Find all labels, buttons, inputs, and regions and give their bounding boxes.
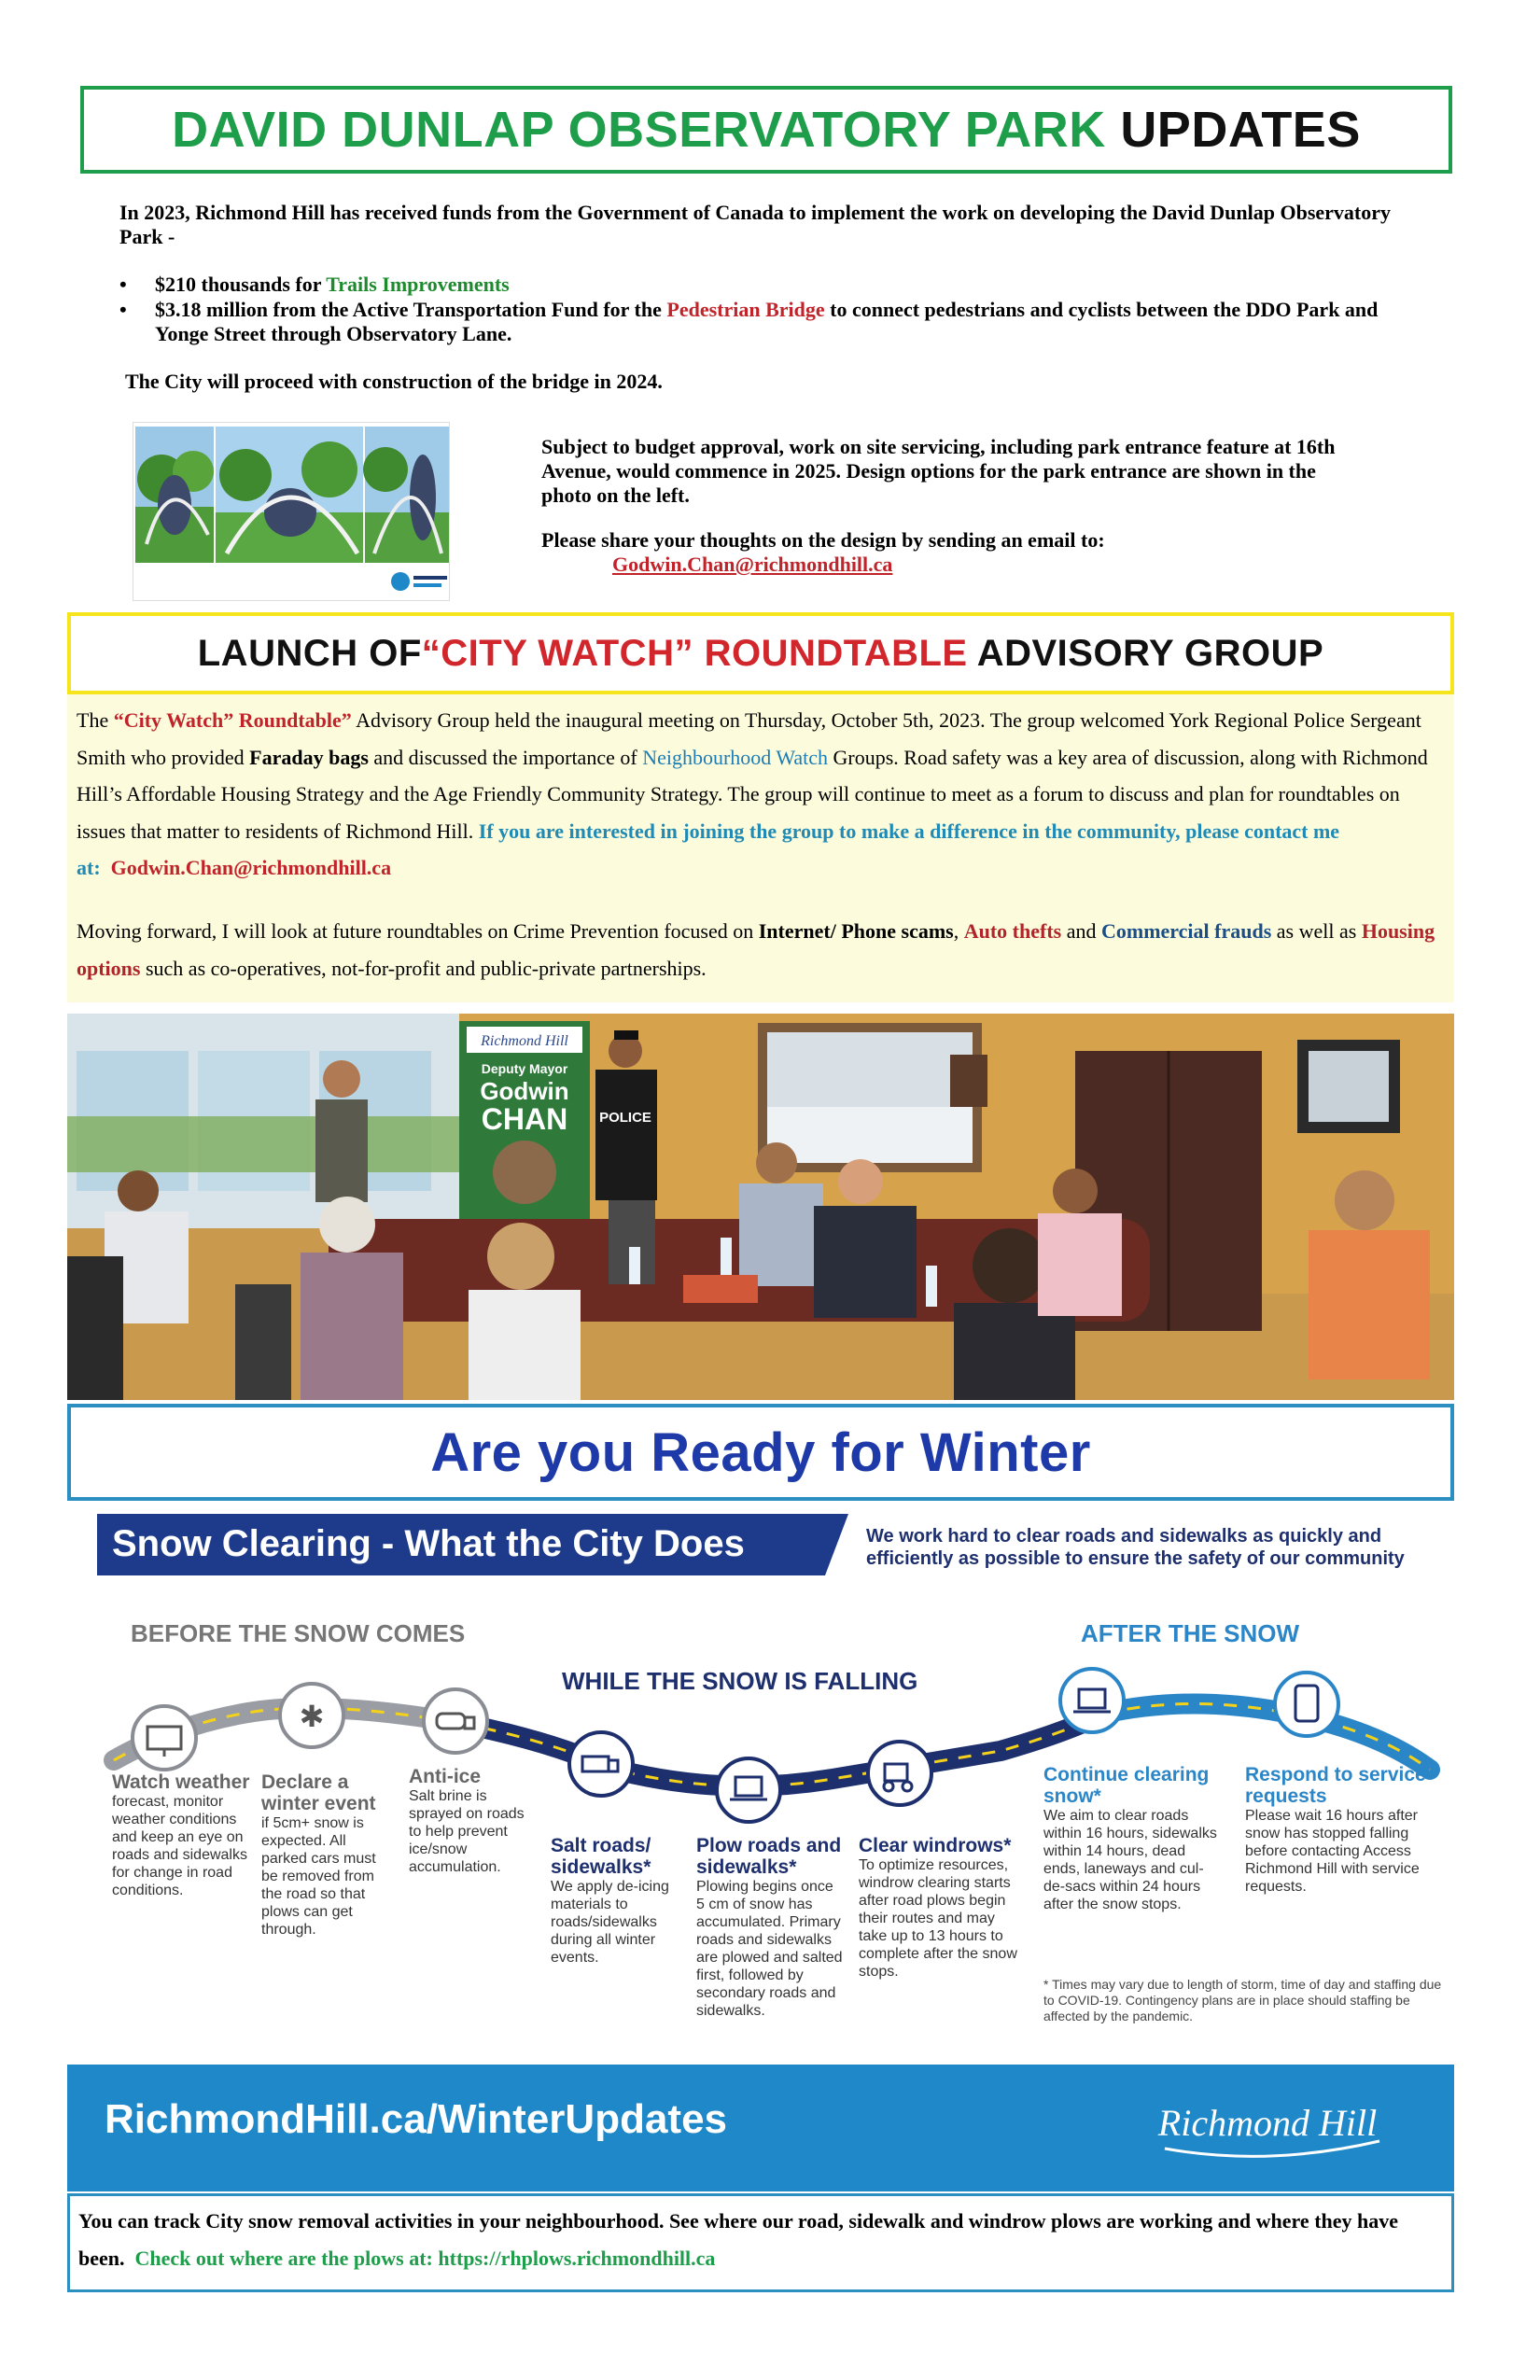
step-service-requests [1245, 1764, 1432, 1896]
list-item [119, 273, 1426, 297]
ddo-email-link[interactable]: Godwin.Chan@richmondhill.ca [612, 553, 893, 576]
step-text: To optimize resources, windrow clearing starts after road plows begin their routes and may take up to 13 hours to complete after the snow stops. [859, 1857, 1017, 1980]
step-text: We aim to clear roads within 16 hours, sidewalks within 14 hours, dead ends, laneways and cul-de-sacs within 24 hours after the snow stops. [1043, 1808, 1217, 1912]
text-run: Moving forward, I will look at future roundtables on Crime Prevention focused on [77, 919, 759, 943]
step-title: Plow roads and sidewalks* [696, 1835, 842, 1878]
phase-after-label: AFTER THE SNOW [1081, 1619, 1299, 1647]
phase-before-label: BEFORE THE SNOW COMES [131, 1619, 466, 1647]
cw-email-link[interactable]: Godwin.Chan@richmondhill.ca [110, 856, 392, 879]
ddo-share-text: Please share your thoughts on the design by sending an email to: [541, 528, 1105, 552]
step-continue-clearing [1043, 1764, 1221, 1913]
police-vest: POLICE [599, 1110, 651, 1126]
text-run: , [953, 919, 964, 943]
step-watch-weather [112, 1771, 252, 1899]
cw-title-highlight: “CITY WATCH” ROUNDTABLE [421, 632, 968, 674]
text-run: Groups. Road safety was a key area of discussion, along with Richmond Hill’s Affordable Housing Strategy and the Age Friendly Community Strategy. The group will continue to meet as a forum to discuss and plan for roundtables on issues that matter to residents of Richmond Hill. [77, 745, 1428, 843]
step-salt-roads [551, 1835, 681, 1967]
step-clear-windrows [859, 1835, 1027, 1981]
phone-icon [1275, 1673, 1338, 1736]
monitor-icon [133, 1706, 196, 1770]
frauds-highlight: Commercial frauds [1101, 919, 1272, 943]
contact-invite: If you are interested in joining the group to make a difference in the community, please contact me at: [77, 819, 1340, 879]
list-item [119, 298, 1426, 346]
banner-brand: Richmond Hill [481, 1033, 568, 1049]
ddo-title-black: UPDATES [1120, 102, 1361, 158]
housing-highlight: Housing options [77, 919, 1435, 980]
step-anti-ice [409, 1766, 530, 1876]
plow-icon [717, 1758, 780, 1822]
step-text: Salt brine is sprayed on roads to help prevent ice/snow accumulation. [409, 1788, 525, 1875]
ddo-funding-list [119, 273, 1426, 347]
city-watch-title [67, 612, 1454, 694]
bullet-text: to connect pedestrians and cyclists between the DDO Park and Yonge Street through Observatory Lane. [155, 298, 1379, 345]
times-footnote: * Times may vary due to length of storm, time of day and staffing due to COVID-19. Contingency plans are in place should staffing be affected by the pandemic. [1043, 1977, 1442, 2023]
banner-name2: CHAN [481, 1102, 568, 1136]
banner-name1: Godwin [480, 1077, 569, 1105]
step-text: Plowing begins once 5 cm of snow has accumulated. Primary roads and sidewalks are plowed and salted first, followed by secondary roads and sidewalks. [696, 1879, 843, 2019]
faraday-highlight: Faraday bags [249, 745, 369, 769]
bullet-text: $210 thousands for [155, 273, 327, 296]
city-watch-highlight: “City Watch” Roundtable” [113, 708, 352, 732]
bullet-text: $3.18 million from the Active Transportation Fund for the [155, 298, 667, 321]
ddo-bridge-note: The City will proceed with construction of the bridge in 2024. [125, 370, 663, 393]
snow-clearing-intro: We work hard to clear roads and sidewalks as quickly and efficiently as possible to ensure the safety of our community [866, 1526, 1405, 1569]
park-entrance-photo [133, 422, 450, 601]
neighbourhood-watch-highlight: Neighbourhood Watch [642, 745, 829, 769]
plow-tracker-link[interactable]: Check out where are the plows at: https://rhplows.richmondhill.ca [134, 2247, 716, 2270]
step-plow-roads [696, 1835, 846, 2020]
step-title: Clear windrows* [859, 1835, 1012, 1856]
cw-title-part: LAUNCH OF [197, 632, 422, 674]
text-run: as well as [1271, 919, 1362, 943]
salt-truck-icon [569, 1732, 633, 1796]
text-run: and discussed the importance of [368, 745, 643, 769]
loader-icon [868, 1742, 931, 1805]
phase-while-label: WHILE THE SNOW IS FALLING [562, 1667, 918, 1695]
auto-thefts-highlight: Auto thefts [963, 919, 1062, 943]
step-text: forecast, monitor weather conditions and keep an eye on roads and sidewalks for change in road conditions. [112, 1794, 247, 1898]
bridge-highlight: Pedestrian Bridge [666, 298, 825, 321]
trails-highlight: Trails Improvements [326, 273, 510, 296]
text-run: and [1061, 919, 1101, 943]
text-run: The [77, 708, 114, 732]
step-title: Respond to service requests [1245, 1764, 1426, 1807]
snow-clearing-heading: Snow Clearing - What the City Does [112, 1523, 745, 1564]
cw-title-part: ADVISORY GROUP [967, 632, 1324, 674]
step-title: Watch weather [112, 1771, 250, 1793]
banner-role: Deputy Mayor [481, 1061, 568, 1076]
ddo-title-green: DAVID DUNLAP OBSERVATORY PARK [172, 102, 1106, 158]
logo-text: Richmond Hill [1157, 2102, 1378, 2144]
svg-text:✱: ✱ [299, 1699, 325, 1734]
tracker-intro: You can track City snow removal activities in your neighbourhood. See where our road, sidewalk and windrow plows are working and where they have been. [78, 2209, 1399, 2270]
winter-title: Are you Ready for Winter [67, 1404, 1454, 1501]
step-text: if 5cm+ snow is expected. All parked cars must be removed from the road so that plows can get through. [261, 1815, 376, 1938]
city-watch-paragraph-2 [77, 913, 1449, 987]
tanker-truck-icon [424, 1689, 487, 1753]
step-title: Continue clearing snow* [1043, 1764, 1210, 1807]
step-title: Salt roads/ sidewalks* [551, 1835, 651, 1878]
text-run: Advisory Group held the inaugural meeting on Thursday, October 5th, 2023. The group welcomed York Regional Police Sergeant Smith who provided [77, 708, 1421, 769]
scams-highlight: Internet/ Phone scams [758, 919, 954, 943]
step-title: Anti-ice [409, 1766, 482, 1787]
step-title: Declare a winter event [261, 1771, 376, 1814]
plow-tracker-text [78, 2203, 1441, 2277]
ddo-budget-text: Subject to budget approval, work on site servicing, including park entrance feature at 16th Avenue, would commence in 2025. Design options for the park entrance are shown in the photo on the left. [541, 435, 1336, 507]
step-text: Please wait 16 hours after snow has stopped falling before contacting Access Richmond Hill with service requests. [1245, 1808, 1420, 1895]
step-text: We apply de-icing materials to roads/sidewalks during all winter events. [551, 1879, 669, 1966]
ddo-intro: In 2023, Richmond Hill has received funds from the Government of Canada to implement the work on developing the David Dunlap Observatory Park - [119, 201, 1392, 248]
city-watch-paragraph-1 [77, 702, 1449, 887]
richmond-hill-logo [1127, 2083, 1407, 2173]
text-run: such as co-operatives, not-for-profit and public-private partnerships. [140, 956, 707, 980]
ddo-section-title [80, 86, 1452, 174]
roundtable-meeting-photo [67, 1014, 1454, 1400]
step-declare-event [261, 1771, 392, 1939]
sidewalk-plow-icon [1060, 1669, 1124, 1732]
winter-updates-link[interactable]: RichmondHill.ca/WinterUpdates [105, 2096, 728, 2142]
snowflake-icon [280, 1684, 343, 1747]
